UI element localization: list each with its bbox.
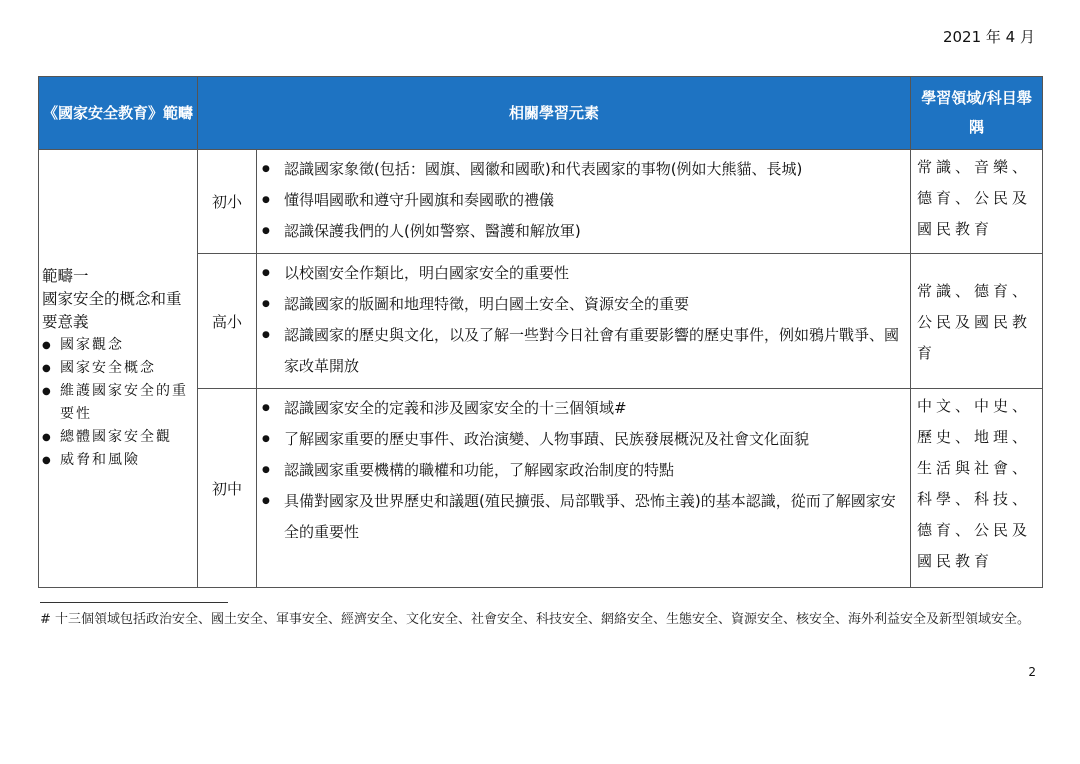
list-item: ● 總體國家安全觀 xyxy=(42,426,194,449)
list-item: ● 認識國家重要機構的職權和功能，了解國家政治制度的特點 xyxy=(258,455,909,486)
elements-cell xyxy=(257,150,911,254)
subjects-cell: 中文、中史、歷史、地理、生活與社會、科學、科技、德育、公民及國民教育 xyxy=(911,389,1043,588)
level-label: 初中 xyxy=(198,389,257,588)
level-label: 高小 xyxy=(198,254,257,389)
footnote: # 十三個領域包括政治安全、國土安全、軍事安全、經濟安全、文化安全、社會安全、科技安全、網絡安全、生態安全、資源安全、核安全、海外利益安全及新型領域安全。 xyxy=(40,612,1031,627)
list-item: ● 以校園安全作類比，明白國家安全的重要性 xyxy=(258,258,909,289)
page-number: 2 xyxy=(1028,665,1036,679)
list-item: ● 國家安全概念 xyxy=(42,357,194,380)
elements-list xyxy=(258,151,909,247)
subjects-cell: 常識、德育、公民及國民教育 xyxy=(911,254,1043,389)
document-date: 2021 年 4 月 xyxy=(942,28,1035,46)
table-row xyxy=(39,150,1043,254)
list-item: ● 具備對國家及世界歷史和議題(殖民擴張、局部戰爭、恐怖主義)的基本認識，從而了解國家安全的重要性 xyxy=(258,486,909,548)
list-item: ● 認識國家安全的定義和涉及國家安全的十三個領域# xyxy=(258,393,909,424)
list-item: ● 認識保護我們的人(例如警察、醫護和解放軍) xyxy=(258,216,909,247)
scope-title: 範疇一 xyxy=(42,267,89,285)
list-item: ● 認識國家象徵(包括：國旗、國徽和國歌)和代表國家的事物(例如大熊貓、長城) xyxy=(258,154,909,185)
list-item: ● 威脅和風險 xyxy=(42,449,194,472)
elements-cell xyxy=(257,389,911,588)
elements-cell xyxy=(257,254,911,389)
list-item: ● 懂得唱國歌和遵守升國旗和奏國歌的禮儀 xyxy=(258,185,909,216)
scope-cell xyxy=(39,150,198,588)
list-item: ● 維護國家安全的重要性 xyxy=(42,380,194,426)
scope-list xyxy=(42,334,194,472)
header-elements: 相關學習元素 xyxy=(198,77,911,150)
header-row xyxy=(39,77,1043,150)
level-label: 初小 xyxy=(198,150,257,254)
header-subjects: 學習領域/科目舉隅 xyxy=(911,77,1043,150)
subjects-cell: 常識、音樂、德育、公民及國民教育 xyxy=(911,150,1043,254)
scope-subtitle: 國家安全的概念和重要意義 xyxy=(42,290,182,331)
list-item: ● 認識國家的版圖和地理特徵，明白國土安全、資源安全的重要 xyxy=(258,289,909,320)
national-security-table xyxy=(38,76,1043,588)
list-item: ● 了解國家重要的歷史事件、政治演變、人物事蹟、民族發展概況及社會文化面貌 xyxy=(258,424,909,455)
elements-list xyxy=(258,390,909,548)
list-item: ● 國家觀念 xyxy=(42,334,194,357)
list-item: ● 認識國家的歷史與文化，以及了解一些對今日社會有重要影響的歷史事件，例如鴉片戰爭、國家改革開放 xyxy=(258,320,909,382)
elements-list xyxy=(258,255,909,382)
header-scope: 《國家安全教育》範疇 xyxy=(39,77,198,150)
footnote-divider xyxy=(40,602,228,603)
